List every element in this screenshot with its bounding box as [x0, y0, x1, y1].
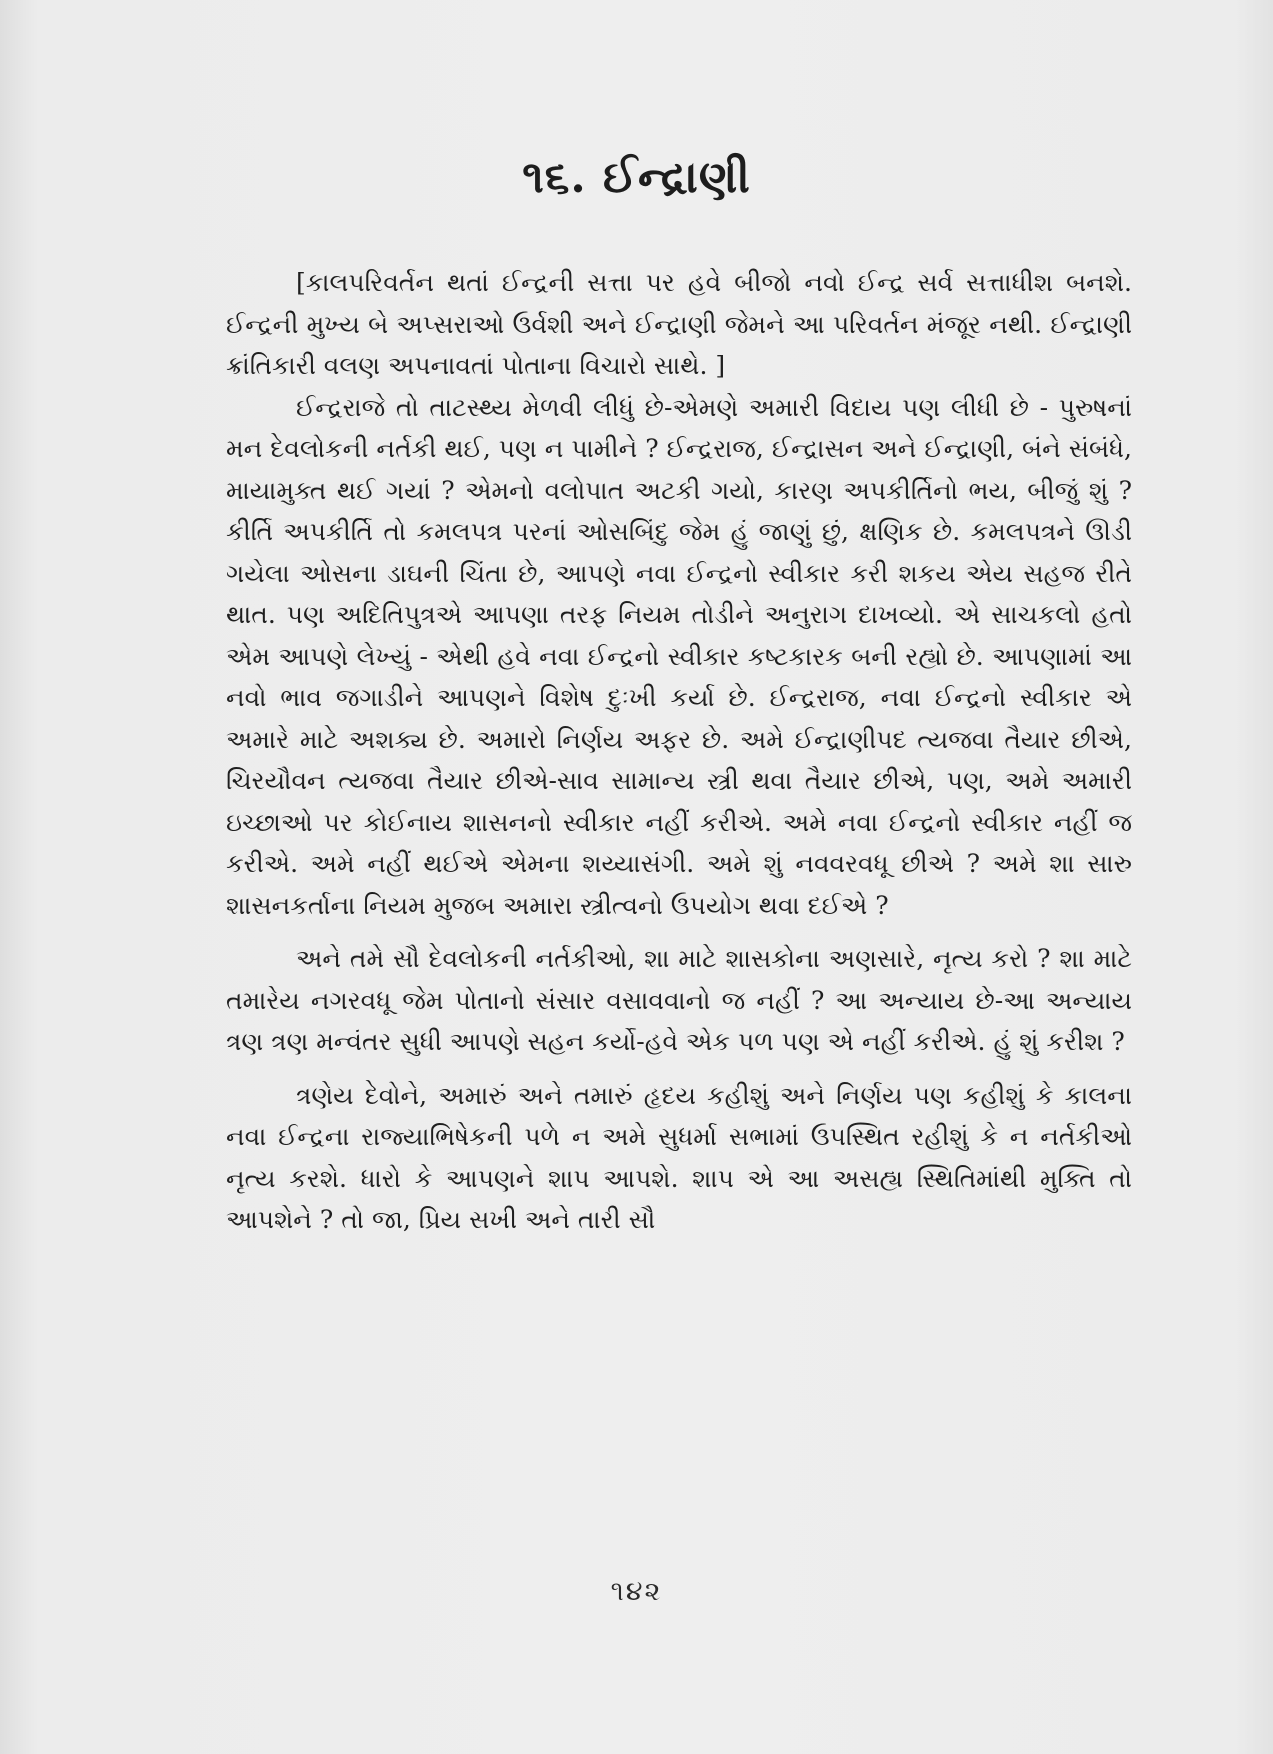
paragraph: ત્રણેય દેવોને, અમારું અને તમારું હૃદય કહીશું અને નિર્ણય પણ કહીશું કે કાલના નવા ઈન્દ્રના રાજ્યાભિષેકની પળે ન અમે સુધર્મા સભામાં ઉપસ્થિત રહીશું કે ન નર્તકીઓ નૃત્ય કરશે. ધારો કે આપણને શાપ આપશે. શાપ એ આ અસહ્ય સ્થિતિમાંથી મુક્તિ તો આપશેને ? તો જા, પ્રિય સખી અને તારી સૌ [226, 1080, 1132, 1234]
paragraph: અને તમે સૌ દેવલોકની નર્તકીઓ, શા માટે શાસકોના અણસારે, નૃત્ય કરો ? શા માટે તમારેય નગરવધૂ જેમ પોતાનો સંસાર વસાવવાનો જ નહીં ? આ અન્યાય છે-આ અન્યાય ત્રણ ત્રણ મન્વંતર સુધી આપણે સહન કર્યો-હવે એક પળ પણ એ નહીં કરીએ. હું શું કરીશ ? [226, 944, 1132, 1056]
paragraph: ઈન્દ્રરાજે તો તાટસ્થ્ય મેળવી લીધું છે-એમણે અમારી વિદાય પણ લીધી છે - પુરુષનાં મન દેવલોકની નર્તકી થઈ, પણ ન પામીને ? ઈન્દ્રરાજ, ઈન્દ્રાસન અને ઈન્દ્રાણી, બંને સંબંધે, માયામુક્ત થઈ ગયાં ? એમનો વલોપાત અટકી ગયો, કારણ અપકીર્તિનો ભય, બીજું શું ?કીર્તિ અપકીર્તિ તો કમલપત્ર પરનાં ઓસબિંદુ જેમ હું જાણું છું, ક્ષણિક છે. કમલપત્રને ઊડી ગયેલા ઓસના ડાઘની ચિંતા છે, આપણે નવા ઈન્દ્રનો સ્વીકાર કરી શકય એય સહજ રીતે થાત. પણ અદિતિપુત્રએ આપણા તરફ નિયમ તોડીને અનુરાગ દાખવ્યો. એ સાચકલો હતો એમ આપણે લેખ્યું - એથી હવે નવા ઈન્દ્રનો સ્વીકાર કષ્ટકારક બની રહ્યો છે. આપણામાં આ નવો ભાવ જગાડીને આપણને વિશેષ દુઃખી કર્યા છે. ઈન્દ્રરાજ, નવા ઈન્દ્રનો સ્વીકાર એ અમારે માટે અશક્ય છે. અમારો નિર્ણય અફર છે. અમે ઈન્દ્રાણીપદ ત્યજવા તૈયાર છીએ, ચિરયૌવન ત્યજવા તૈયાર છીએ-સાવ સામાન્ય સ્ત્રી થવા તૈયાર છીએ, પણ, અમે અમારી ઇચ્છાઓ પર કોઈનાય શાસનનો સ્વીકાર નહીં કરીએ. અમે નવા ઈન્દ્રનો સ્વીકાર નહીં જ કરીએ. અમે નહીં થઈએ એમના શય્યાસંગી. અમે શું નવવરવધૂ છીએ ? અમે શા સારુ શાસનકર્તાના નિયમ મુજબ અમારા સ્ત્રીત્વનો ઉપયોગ થવા દઈએ ? [226, 392, 1132, 920]
intro-paragraph: [કાલપરિવર્તન થતાં ઈન્દ્રની સત્તા પર હવે બીજો નવો ઈન્દ્ર સર્વ સત્તાધીશ બનશે. ઈન્દ્રની મુખ્ય બે અપ્સરાઓ ઉર્વશી અને ઈન્દ્રાણી જેમને આ પરિવર્તન મંજૂર નથી. ઈન્દ્રાણી ક્રાંતિકારી વલણ અપનાવતાં પોતાના વિચારો સાથે. ] [226, 268, 1132, 380]
page-number: ૧૪૨ [610, 1576, 663, 1607]
chapter-body [226, 262, 1132, 1241]
chapter-title: ૧૬. ઈન્દ્રાણી [522, 152, 751, 203]
